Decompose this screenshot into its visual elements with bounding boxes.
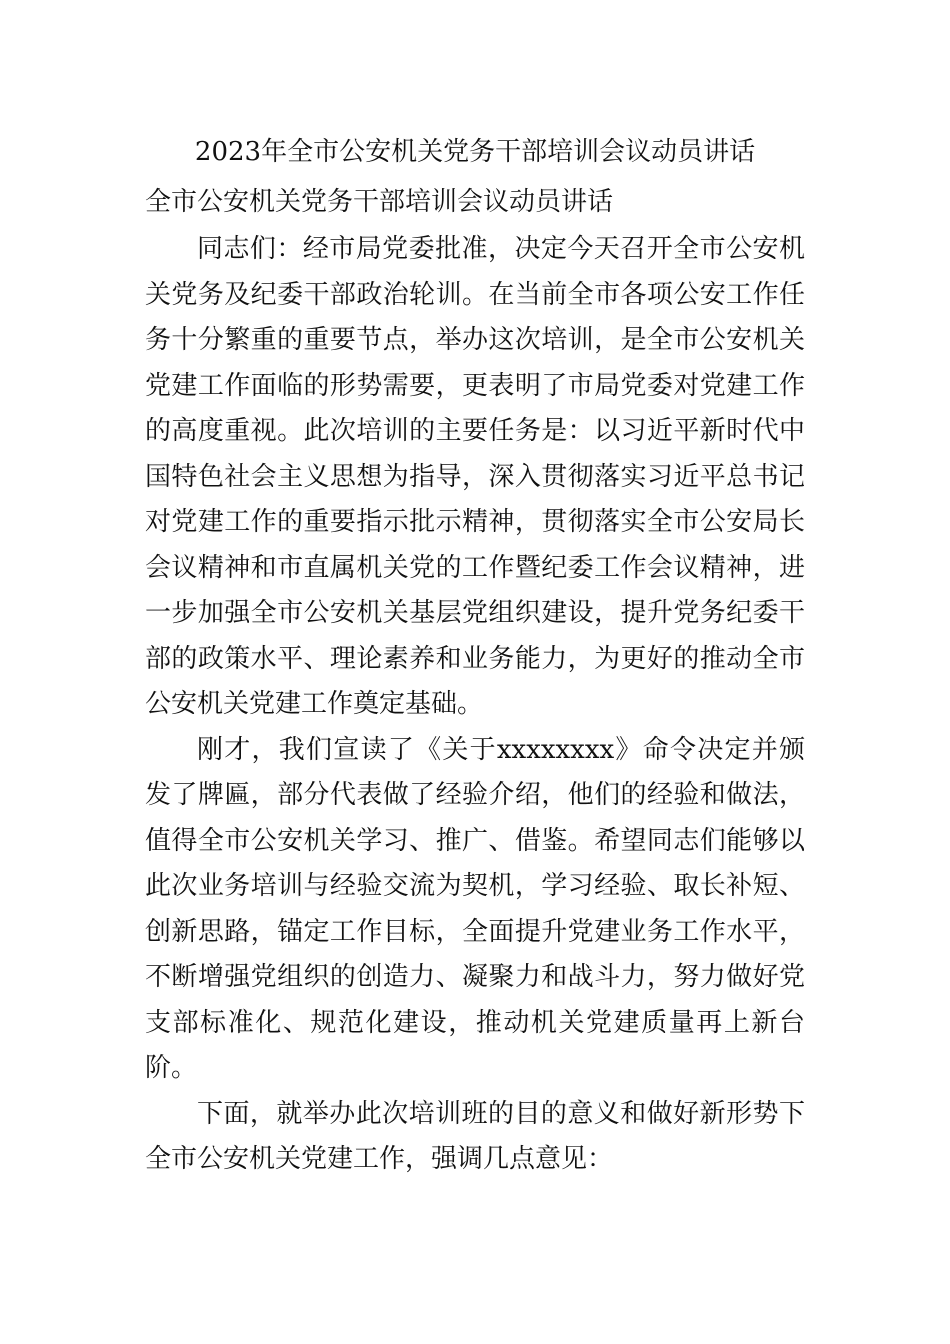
document-subtitle: 全市公安机关党务干部培训会议动员讲话	[145, 187, 614, 217]
paragraph-experience: 刚才，我们宣读了《关于xxxxxxxx》命令决定并颁发了牌匾，部分代表做了经验介绍，他们的经验和做法，值得全市公安机关学习、推广、借鉴。希望同志们能够以此次业务培训与经验交流为契机，学习经验、取长补短、创新思路，锚定工作目标，全面提升党建业务工作水平，不断增强党组织的创造力、凝聚力和战斗力，努力做好党支部标准化、规范化建设，推动机关党建质量再上新台阶。	[145, 734, 805, 1083]
paragraph-transition: 下面，就举办此次培训班的目的意义和做好新形势下全市公安机关党建工作，强调几点意见：	[145, 1098, 805, 1174]
paragraph-opening: 同志们：经市局党委批准，决定今天召开全市公安机关党务及纪委干部政治轮训。在当前全市各项公安工作任务十分繁重的重要节点，举办这次培训，是全市公安机关党建工作面临的形势需要，更表明了市局党委对党建工作的高度重视。此次培训的主要任务是：以习近平新时代中国特色社会主义思想为指导，深入贯彻落实习近平总书记对党建工作的重要指示批示精神，贯彻落实全市公安局长会议精神和市直属机关党的工作暨纪委工作会议精神，进一步加强全市公安机关基层党组织建设，提升党务纪委干部的政策水平、理论素养和业务能力，为更好的推动全市公安机关党建工作奠定基础。	[145, 234, 805, 719]
document-title: 2023年全市公安机关党务干部培训会议动员讲话	[194, 137, 756, 167]
document-body	[145, 227, 805, 1183]
